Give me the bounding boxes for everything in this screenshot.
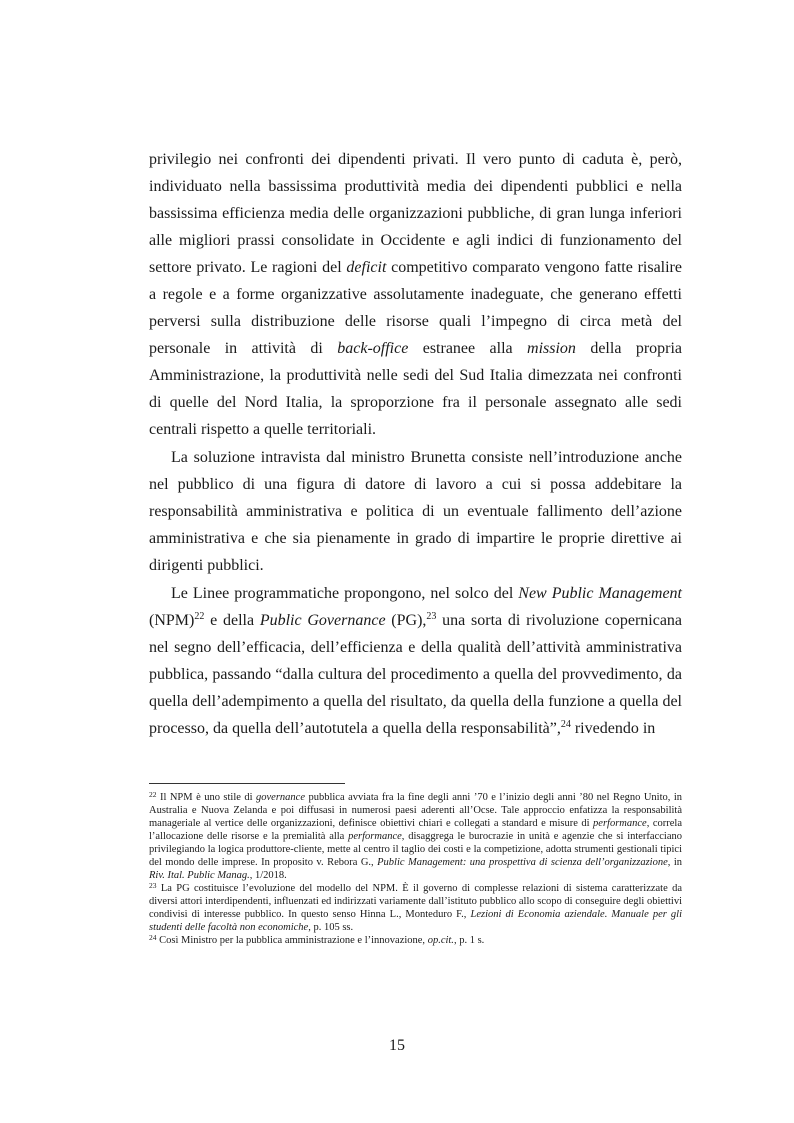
text-run: una sorta di rivoluzione copernicana nel segno dell’efficacia, dell’efficienza e della qualità dell’attività amministrativa pubblica, passando “dalla cultura del procedimento a quella del provvedimento, da quella dell’adempimento a quella del risultato, da quella della funzione a quella del processo, da quella dell’autotutela a quella della responsabilità”, — [149, 612, 683, 737]
italic-text: performance — [348, 831, 402, 842]
italic-text: Public Management: una prospettiva di scienza dell’organizzazione — [377, 857, 668, 868]
text-run: (PG), — [385, 612, 427, 629]
paragraph — [149, 444, 682, 579]
footnote — [149, 934, 682, 947]
italic-text: performance — [593, 818, 647, 829]
italic-text: New Public Management — [518, 585, 682, 602]
text-run: estranee alla — [408, 340, 528, 357]
footnote-separator — [149, 783, 345, 784]
italic-text: mission — [527, 340, 576, 357]
text-run: , 1/2018. — [249, 870, 287, 881]
text-run: della propria Amministrazione, la produttività nelle sedi del Sud Italia dimezzata nei confronti di quelle del Nord Italia, la sproporzione fra il personale assegnato alle sedi centrali rispetto a quelle territoriali. — [149, 340, 683, 438]
footnote-reference: 23 — [149, 881, 157, 890]
text-run: rivedendo in — [570, 720, 656, 737]
footnotes — [149, 791, 682, 947]
italic-text: deficit — [346, 259, 387, 276]
italic-text: Riv. Ital. Public Manag. — [149, 870, 250, 881]
text-run: , p. 105 ss. — [308, 922, 354, 933]
text-run: Le Linee programmatiche propongono, nel solco del — [171, 585, 519, 602]
text-run: La PG costituisce l’evoluzione del modello del NPM. È il governo di complesse relazioni di sistema caratterizzate da diversi attori interdipendenti, influenzati ed indirizzati variamente dall’istituto pubblico allo scopo di conseguire degli obiettivi condivisi di interesse pubblico. In questo senso Hinna L., Monteduro F., — [149, 883, 682, 920]
text-run: Il NPM è uno stile di — [156, 792, 257, 803]
text-run: Così Ministro per la pubblica amministrazione e l’innovazione, — [156, 935, 428, 946]
italic-text: governance — [256, 792, 305, 803]
footnote-reference: 23 — [426, 611, 437, 622]
text-run: privilegio nei confronti dei dipendenti privati. Il vero punto di caduta è, però, individuato nella bassissima produttività media dei dipendenti pubblici e nella bassissima efficienza media delle organizzazioni pubbliche, di gran lunga inferiori alle migliori prassi consolidate in Occidente e agli indici di funzionamento del settore privato. Le ragioni del — [149, 151, 682, 276]
text-run: , p. 1 s. — [453, 935, 485, 946]
italic-text: op.cit. — [427, 935, 454, 946]
footnote-reference: 22 — [194, 611, 205, 622]
footnote-reference: 22 — [149, 790, 157, 799]
text-run: , in — [667, 857, 682, 868]
text-run: , correla l’allocazione delle risorse e la premialità alla — [149, 818, 682, 842]
text-run: La soluzione intravista dal ministro Brunetta consiste nell’introduzione anche nel pubblico di una figura di datore di lavoro a cui si possa addebitare la responsabilità amministrativa e politica di un eventuale fallimento dell’azione amministrativa e che sia pienamente in grado di impartire le proprie direttive ai dirigenti pubblici. — [149, 449, 682, 574]
italic-text: back-office — [337, 340, 409, 357]
text-run: e della — [204, 612, 260, 629]
paragraph — [149, 146, 682, 443]
footnote — [149, 791, 682, 882]
text-run: competitivo comparato vengono fatte risalire a regole e a forme organizzative assolutamente inadeguate, che generano effetti perversi sulla distribuzione delle risorse quali l’impegno di circa metà del personale in attività di — [149, 259, 682, 357]
footnote-reference: 24 — [149, 933, 157, 942]
paragraph — [149, 580, 682, 742]
text-run: (NPM) — [149, 612, 195, 629]
text-run: pubblica avviata fra la fine degli anni ’70 e l’inizio degli anni ’80 nel Regno Unito, in Australia e Nuova Zelanda e poi diffusasi in numerosi paesi aderenti all’Ocse. Tale approccio enfatizza la responsabilità manageriale al vertice delle organizzazioni, definisce obiettivi chiari e collegati a standard e misure di — [149, 792, 683, 829]
footnote-reference: 24 — [560, 719, 571, 730]
footnote — [149, 882, 682, 934]
text-run: , disaggrega le burocrazie in unità e agenzie che si interfacciano privilegiando la logica produttore-cliente, mette al centro il taglio dei costi e la competizione, adotta strumenti gestionali tipici del mondo delle imprese. In proposito v. Rebora G., — [149, 831, 682, 868]
body-text — [149, 146, 682, 743]
italic-text: Lezioni di Economia aziendale. Manuale per gli studenti delle facoltà non economiche — [149, 909, 683, 933]
italic-text: Public Governance — [259, 612, 386, 629]
page-number: 15 — [389, 1037, 405, 1054]
